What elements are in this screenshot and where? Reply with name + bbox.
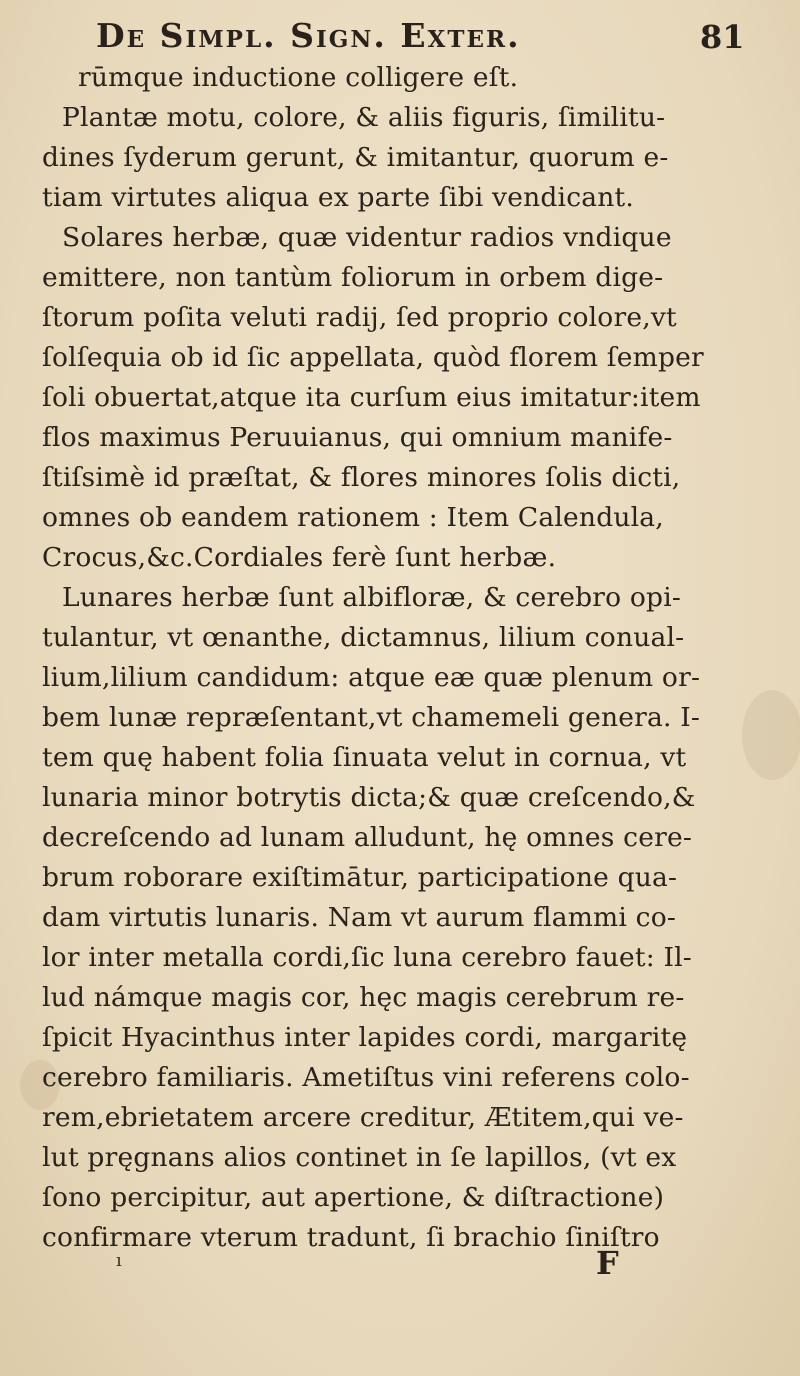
text-line: flos maximus Peruuianus, qui omnium manife- xyxy=(42,422,673,453)
text-line: omnes ob eandem rationem : Item Calendula, xyxy=(42,502,664,533)
text-line: Lunares herbæ ſunt albifloræ, & cerebro opi- xyxy=(62,582,682,613)
text-line: cerebro familiaris. Ametiſtus vini referens colo- xyxy=(42,1062,690,1093)
signature-mark: F xyxy=(596,1244,619,1282)
text-line: lunaria minor botrytis dicta;& quæ creſcendo,& xyxy=(42,782,696,813)
text-line: rūmque inductione colligere eſt. xyxy=(78,62,519,93)
running-head: De Simpl. Sign. Exter. xyxy=(96,16,521,55)
text-line: ſolſequia ob id ſic appellata, quòd florem ſemper xyxy=(42,342,704,373)
text-line: lud námque magis cor, hęc magis cerebrum re- xyxy=(42,982,685,1013)
text-line: tem quę habent folia ſinuata velut in cornua, vt xyxy=(42,742,687,773)
text-line: ſtiſsimè id præſtat, & flores minores ſolis dicti, xyxy=(42,462,681,493)
printer-mark: ı xyxy=(116,1250,122,1271)
page-number: 81 xyxy=(700,18,745,56)
page-header xyxy=(0,10,800,56)
text-line: emittere, non tantùm foliorum in orbem dige- xyxy=(42,262,664,293)
text-line: Plantæ motu, colore, & aliis figuris, ſimilitu- xyxy=(62,102,666,133)
text-line: decreſcendo ad lunam alludunt, hę omnes cere- xyxy=(42,822,692,853)
text-line: lium,lilium candidum: atque eæ quæ plenum or- xyxy=(42,662,701,693)
text-line: brum roborare exiſtimātur, participatione qua- xyxy=(42,862,678,893)
text-line: lor inter metalla cordi,ſic luna cerebro fauet: Il- xyxy=(42,942,692,973)
body-text xyxy=(42,58,762,1258)
text-line: ſono percipitur, aut apertione, & diſtractione) xyxy=(42,1182,665,1213)
text-line: rem,ebrietatem arcere creditur, Ætitem,qui ve- xyxy=(42,1102,684,1133)
text-line: dines ſyderum gerunt, & imitantur, quorum e- xyxy=(42,142,669,173)
text-line: ſtorum poſita veluti radij, ſed proprio colore,vt xyxy=(42,302,677,333)
text-line: tulantur, vt œnanthe, dictamnus, lilium conual- xyxy=(42,622,685,653)
text-line: dam virtutis lunaris. Nam vt aurum flammi co- xyxy=(42,902,677,933)
text-line: ſpicit Hyacinthus inter lapides cordi, margaritę xyxy=(42,1022,688,1053)
text-line: ſoli obuertat,atque ita curſum eius imitatur:item xyxy=(42,382,701,413)
text-line: tiam virtutes aliqua ex parte ſibi vendicant. xyxy=(42,182,634,213)
text-line: confirmare vterum tradunt, ſi brachio ſiniſtro xyxy=(42,1222,660,1253)
text-line: lut pręgnans alios continet in ſe lapillos, (vt ex xyxy=(42,1142,677,1173)
text-line: Solares herbæ, quæ videntur radios vndique xyxy=(62,222,672,253)
text-line: Crocus,&c.Cordiales ferè ſunt herbæ. xyxy=(42,542,557,573)
text-line: bem lunæ repræſentant,vt chamemeli genera. I- xyxy=(42,702,701,733)
